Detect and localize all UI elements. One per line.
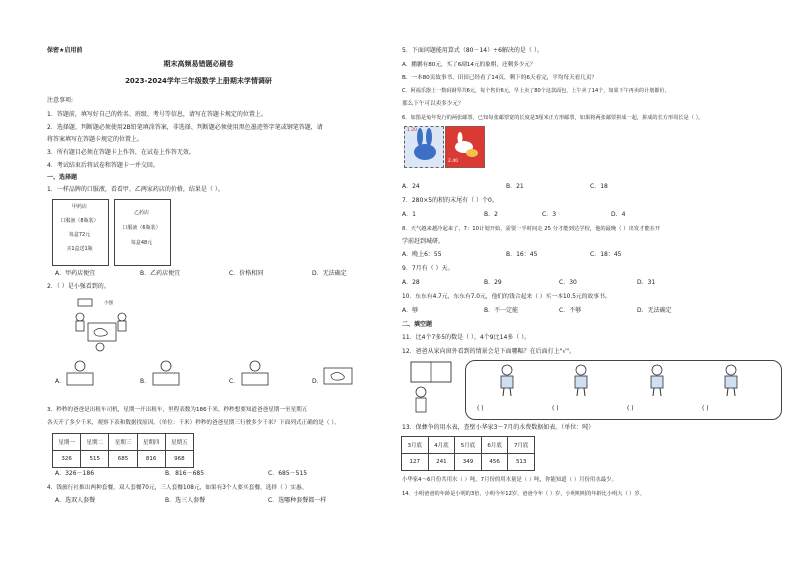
- option[interactable]: C．18：45: [590, 251, 622, 258]
- child-figure-icon: [569, 364, 593, 398]
- option[interactable]: A．326－186: [55, 470, 95, 477]
- shop-a-product: 口服液（8瓶装）: [60, 218, 99, 224]
- question-8-line1: 8．天气越来越冷起来了，7：10计划开始，需要一半时间走 25 分才能到达学校，他的最晚（ ）出发才能在开: [402, 226, 661, 232]
- option[interactable]: B．选三人套餐: [165, 497, 206, 504]
- question-2: 2．（ ）是小强看到的。: [47, 283, 110, 290]
- stamp-rabbit-red: [445, 126, 485, 168]
- table-header: 6月底: [481, 437, 508, 454]
- option[interactable]: B．16：45: [506, 251, 538, 258]
- table-cell: 515: [81, 451, 109, 468]
- window-scene-picture: [409, 360, 459, 416]
- question-6: 6．如图是兔年发行的两张邮票，已知每张邮票宽的长度是3厘米正方形邮票，如果将两张邮票拼成一起，拼成的长方形周长是（ ）。: [402, 115, 704, 121]
- question-4: 4．钱旅行社推出两种套餐，双人套餐70元，三人套餐108元，如果有3个人要买套餐，选择（ ）实惠。: [47, 485, 308, 491]
- question-9: 9．7月有（ ）天。: [402, 265, 454, 272]
- table-row: [402, 454, 535, 471]
- option[interactable]: C．3: [542, 211, 557, 218]
- exam-title: 期末高频易错题必刷卷: [163, 60, 234, 68]
- option[interactable]: A．晚上6：55: [402, 251, 442, 258]
- question-1: 1．一样品牌的口服液，看看甲、乙两家药店的价格，结果是（ ）。: [47, 186, 224, 193]
- option[interactable]: C．: [229, 378, 240, 385]
- rabbit-icon: [405, 127, 443, 167]
- note-item: 将答案填写在答题卡规定的位置上。: [47, 136, 144, 143]
- option[interactable]: A．够: [402, 307, 419, 314]
- option[interactable]: A．: [55, 378, 66, 385]
- table-header: 4月底: [428, 437, 455, 454]
- question-7: 7．280×5的积的末尾有（ ）个0。: [402, 197, 498, 204]
- note-item: 2．选择题、判断题必须使用2B铅笔填涂答案，非选择、判断题必须使用黑色墨迹签字笔或钢笔答题，请: [47, 124, 323, 131]
- section-heading-fill: 二、填空题: [402, 321, 433, 328]
- confidential-mark: 保密★启用前: [47, 47, 83, 54]
- shop-b-price: 每盒48元: [130, 240, 153, 246]
- option[interactable]: C．选哪种套餐都一样: [268, 497, 327, 504]
- stamp-value: 2.40: [448, 159, 459, 164]
- table-cell: 513: [508, 454, 535, 471]
- right-column: [397, 0, 794, 562]
- option[interactable]: A．28: [402, 279, 420, 286]
- question-3-line2: 各天开了多少千米，观察下表和数据找原因。（单位：千米）秒秒的爸爸星期三行驶多少千米？下面列式正确的是（ ）。: [47, 420, 340, 426]
- question-12: 12．爸爸从家向窗外看到的情景会是下面哪幅？在后面打上"√"。: [402, 348, 575, 355]
- option[interactable]: B．乙药店便宜: [140, 270, 181, 277]
- question-13-blanks: 小华家4～6月份共用水（ ）吨，7月份的用水量是（ ）吨，你能知道（ ）月份用水最少。: [402, 477, 617, 483]
- notes-heading: 注意事项:: [47, 97, 74, 104]
- question-11: 11．比4个7多5的数是（ ），4个9比14多（ ）。: [402, 334, 531, 341]
- table-header: 7月底: [508, 437, 535, 454]
- table-header: 5月底: [455, 437, 482, 454]
- note-item: 3．所有题目必须在答题卡上作答，在试卷上作答无效。: [47, 149, 195, 156]
- table-header: 星期一: [53, 434, 81, 451]
- option[interactable]: C．阿福乐器上一数码钢琴共6元，每个售价6元，早上卖了80个这款面包，上午卖了14个，如果下午再卖的计划都价，: [402, 88, 670, 94]
- table-row: [402, 437, 535, 454]
- option[interactable]: B．816－685: [165, 470, 205, 477]
- table-row: [53, 451, 194, 468]
- option[interactable]: A．鹏鹏有80元，买了6副14元的象棋，还剩多少元？: [402, 62, 536, 68]
- option[interactable]: D．: [312, 378, 323, 385]
- question-10: 10．东东有4.7元，东东有7.0元，他们的钱合起来（ ）买一本10.5元的故事书。: [402, 294, 611, 300]
- child-figure-icon: [645, 364, 669, 398]
- water-meter-table: [401, 436, 535, 471]
- answer-blank[interactable]: ( ): [477, 405, 484, 412]
- sign-label: 小强: [104, 301, 113, 306]
- answer-blank[interactable]: ( ): [627, 405, 634, 412]
- shop-b-product: 口服液（6瓶装）: [122, 225, 161, 231]
- option[interactable]: C．18: [590, 183, 608, 190]
- option[interactable]: A．选双人套餐: [55, 497, 96, 504]
- question-5: 5．下面问题能用算式（80－14）÷6解决的是（ ）。: [402, 47, 543, 54]
- table-cell: 968: [165, 451, 193, 468]
- option[interactable]: A．1: [402, 211, 416, 218]
- answer-blank[interactable]: ( ): [702, 405, 709, 412]
- child-figure-icon: [495, 364, 519, 398]
- stamp-rabbit-blue: [404, 126, 444, 168]
- shop-b-name: 乙药店: [133, 210, 149, 216]
- option[interactable]: B．21: [506, 183, 524, 190]
- note-item: 4．考试结束后将试卷和答题卡一并交回。: [47, 162, 159, 169]
- option-c-picture[interactable]: [238, 360, 272, 388]
- table-cell: 685: [109, 451, 137, 468]
- option[interactable]: D．4: [611, 211, 626, 218]
- table-header: 星期四: [137, 434, 165, 451]
- option[interactable]: B．2: [484, 211, 498, 218]
- option[interactable]: A．24: [402, 183, 420, 190]
- child-figure-icon: [719, 364, 743, 398]
- table-cell: 456: [481, 454, 508, 471]
- option[interactable]: C．价格相同: [229, 270, 264, 277]
- question-3-line1: 3．秒秒的爸爸是出租车司机，星期一开出租车，里程表数为186千米，秒秒想要知道爸爸星期一至星期五: [47, 407, 308, 413]
- mileage-table: [52, 433, 194, 468]
- option[interactable]: C．30: [559, 279, 577, 286]
- question-14: 14．小明爸爸的年龄是小明的3倍，小明今年12岁，爸爸今年（ ）岁，小明明明的年龄比小明大（ ）岁。: [402, 491, 645, 497]
- question-13: 13．保彝争的用水表，查壁小华家3～7月的水费数据如表。（单位：吨）: [402, 424, 595, 431]
- table-row: [53, 434, 194, 451]
- table-cell: 241: [428, 454, 455, 471]
- table-header: 星期二: [81, 434, 109, 451]
- option[interactable]: D．31: [637, 279, 656, 286]
- option-a-picture[interactable]: [63, 360, 97, 388]
- question-8-line2: 学前赶到城研。: [402, 238, 445, 245]
- table-cell: 349: [455, 454, 482, 471]
- answer-blank[interactable]: ( ): [552, 405, 559, 412]
- note-item: 1．答题前，填写好自己的姓名、班级、考号等信息，请写在答题卡规定的位置上。: [47, 111, 267, 118]
- option[interactable]: A．甲药店便宜: [55, 270, 96, 277]
- shop-a-price: 每盒72元: [68, 232, 91, 238]
- option[interactable]: B．一本80页故事书，田田已经看了14页，剩下的6天看完，平均每天看几页？: [402, 75, 598, 81]
- option-b-picture[interactable]: [149, 360, 183, 388]
- table-header: 3月底: [402, 437, 429, 454]
- shop-a-promo: 买1盒送1瓶: [66, 246, 93, 252]
- option[interactable]: C．685－515: [268, 470, 308, 477]
- exam-subtitle: 2023-2024学年三年级数学上册期末学情调研: [125, 77, 272, 85]
- option[interactable]: B．不一定能: [484, 307, 519, 314]
- table-cell: 816: [137, 451, 165, 468]
- option[interactable]: D．无法确定: [637, 307, 672, 314]
- option[interactable]: B．29: [484, 279, 502, 286]
- stamp-value: 1.20: [407, 128, 418, 133]
- option-d-picture[interactable]: [320, 360, 356, 388]
- table-header: 星期三: [109, 434, 137, 451]
- classroom-scene-picture: [70, 295, 134, 353]
- table-cell: 127: [402, 454, 429, 471]
- shop-a-name: 甲药店: [71, 204, 87, 210]
- table-cell: 326: [53, 451, 81, 468]
- option[interactable]: D．无法确定: [312, 270, 347, 277]
- option-continued: 那么下午可以卖多少元？: [402, 101, 464, 107]
- section-heading-choice: 一、选择题: [47, 174, 78, 181]
- table-header: 星期五: [165, 434, 193, 451]
- option[interactable]: C．不够: [559, 307, 582, 314]
- option[interactable]: B．: [140, 378, 151, 385]
